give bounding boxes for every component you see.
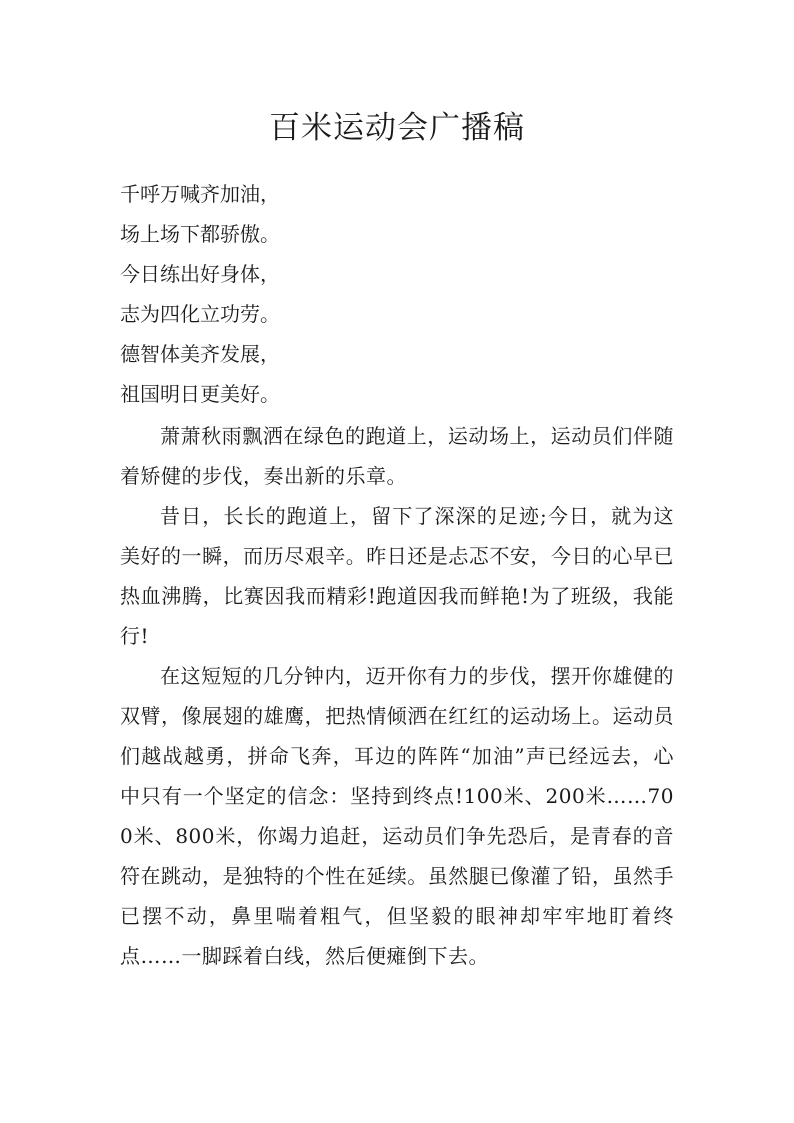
poem-line: 千呼万喊齐加油，: [120, 182, 280, 206]
poem-line: 志为四化立功劳。: [120, 302, 280, 326]
poem-line: 祖国明日更美好。: [120, 382, 280, 406]
poem-line: 德智体美齐发展，: [120, 342, 280, 366]
paragraph: 萧萧秋雨飘洒在绿色的跑道上，运动场上，运动员们伴随着矫健的步伐，奏出新的乐章。: [120, 424, 674, 488]
document-title: 百米运动会广播稿: [269, 110, 525, 146]
paragraph: 昔日，长长的跑道上，留下了深深的足迹;今日，就为这美好的一瞬，而历尽艰辛。昨日还是忐忑不安，今日的心早已热血沸腾，比赛因我而精彩!跑道因我而鲜艳!为了班级，我能行!: [120, 504, 674, 648]
paragraph: 在这短短的几分钟内，迈开你有力的步伐，摆开你雄健的双臂，像展翅的雄鹰，把热情倾洒在红红的运动场上。运动员们越战越勇，拼命飞奔，耳边的阵阵“加油”声已经远去，心中只有一个坚定的信念：坚持到终点!100米、200米……700米、800米，你竭力追赶，运动员们争先恐后，是青春的音符在跳动，是独特的个性在延续。虽然腿已像灌了铅，虽然手已摆不动，鼻里喘着粗气，但坚毅的眼神却牢牢地盯着终点……一脚踩着白线，然后便瘫倒下去。: [120, 664, 674, 968]
poem-line: 今日练出好身体，: [120, 262, 280, 286]
poem-line: 场上场下都骄傲。: [120, 222, 280, 246]
body-text: [120, 416, 674, 976]
poem-block: [120, 174, 680, 414]
